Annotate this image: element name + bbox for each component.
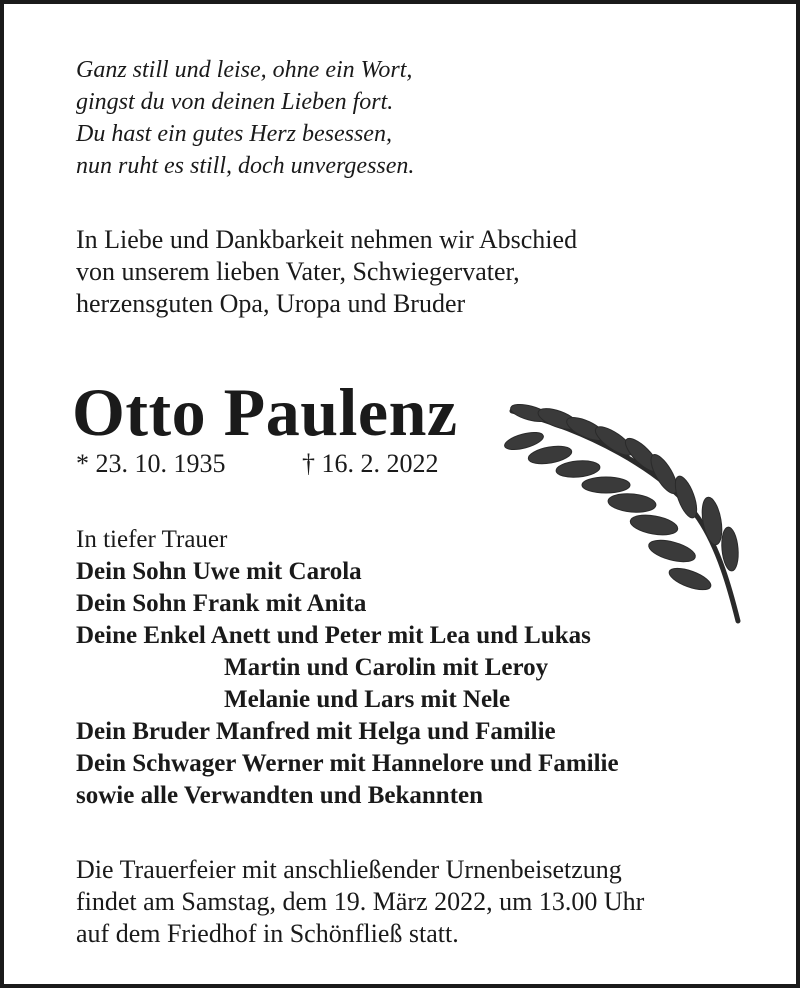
poem-line: Du hast ein gutes Herz besessen, xyxy=(76,121,392,147)
mourner-line: Dein Schwager Werner mit Hannelore und Familie xyxy=(76,750,619,777)
poem xyxy=(76,54,414,182)
mourner-line: Melanie und Lars mit Nele xyxy=(224,686,511,713)
ceremony-details xyxy=(76,854,644,950)
mourners-heading: In tiefer Trauer xyxy=(76,526,228,553)
poem-line: nun ruht es still, doch unvergessen. xyxy=(76,153,415,179)
farewell-line: von unserem lieben Vater, Schwiegervater, xyxy=(76,257,520,286)
ceremony-line: findet am Samstag, dem 19. März 2022, um 13.00 Uhr xyxy=(76,887,645,916)
poem-line: Ganz still und leise, ohne ein Wort, xyxy=(76,57,413,83)
deceased-name: Otto Paulenz xyxy=(72,374,458,450)
death-date: † 16. 2. 2022 xyxy=(302,449,439,478)
ceremony-line: Die Trauerfeier mit anschließender Urnenbeisetzung xyxy=(76,855,622,884)
poem-line: gingst du von deinen Lieben fort. xyxy=(76,89,394,115)
life-dates xyxy=(76,448,439,480)
ceremony-line: auf dem Friedhof in Schönfließ statt. xyxy=(76,919,459,948)
mourner-line: Dein Sohn Uwe mit Carola xyxy=(76,558,362,585)
mourner-line: sowie alle Verwandten und Bekannten xyxy=(76,782,484,809)
farewell-line: herzensguten Opa, Uropa und Bruder xyxy=(76,289,466,318)
mourner-line: Dein Bruder Manfred mit Helga und Familie xyxy=(76,718,556,745)
birth-date: * 23. 10. 1935 xyxy=(76,449,226,478)
farewell-line: In Liebe und Dankbarkeit nehmen wir Abschied xyxy=(76,225,578,254)
mourner-line: Martin und Carolin mit Leroy xyxy=(224,654,549,681)
mourner-line: Deine Enkel Anett und Peter mit Lea und Lukas xyxy=(76,622,591,649)
mourner-line: Dein Sohn Frank mit Anita xyxy=(76,590,367,617)
farewell-text xyxy=(76,224,577,320)
mourners-list xyxy=(76,524,619,812)
